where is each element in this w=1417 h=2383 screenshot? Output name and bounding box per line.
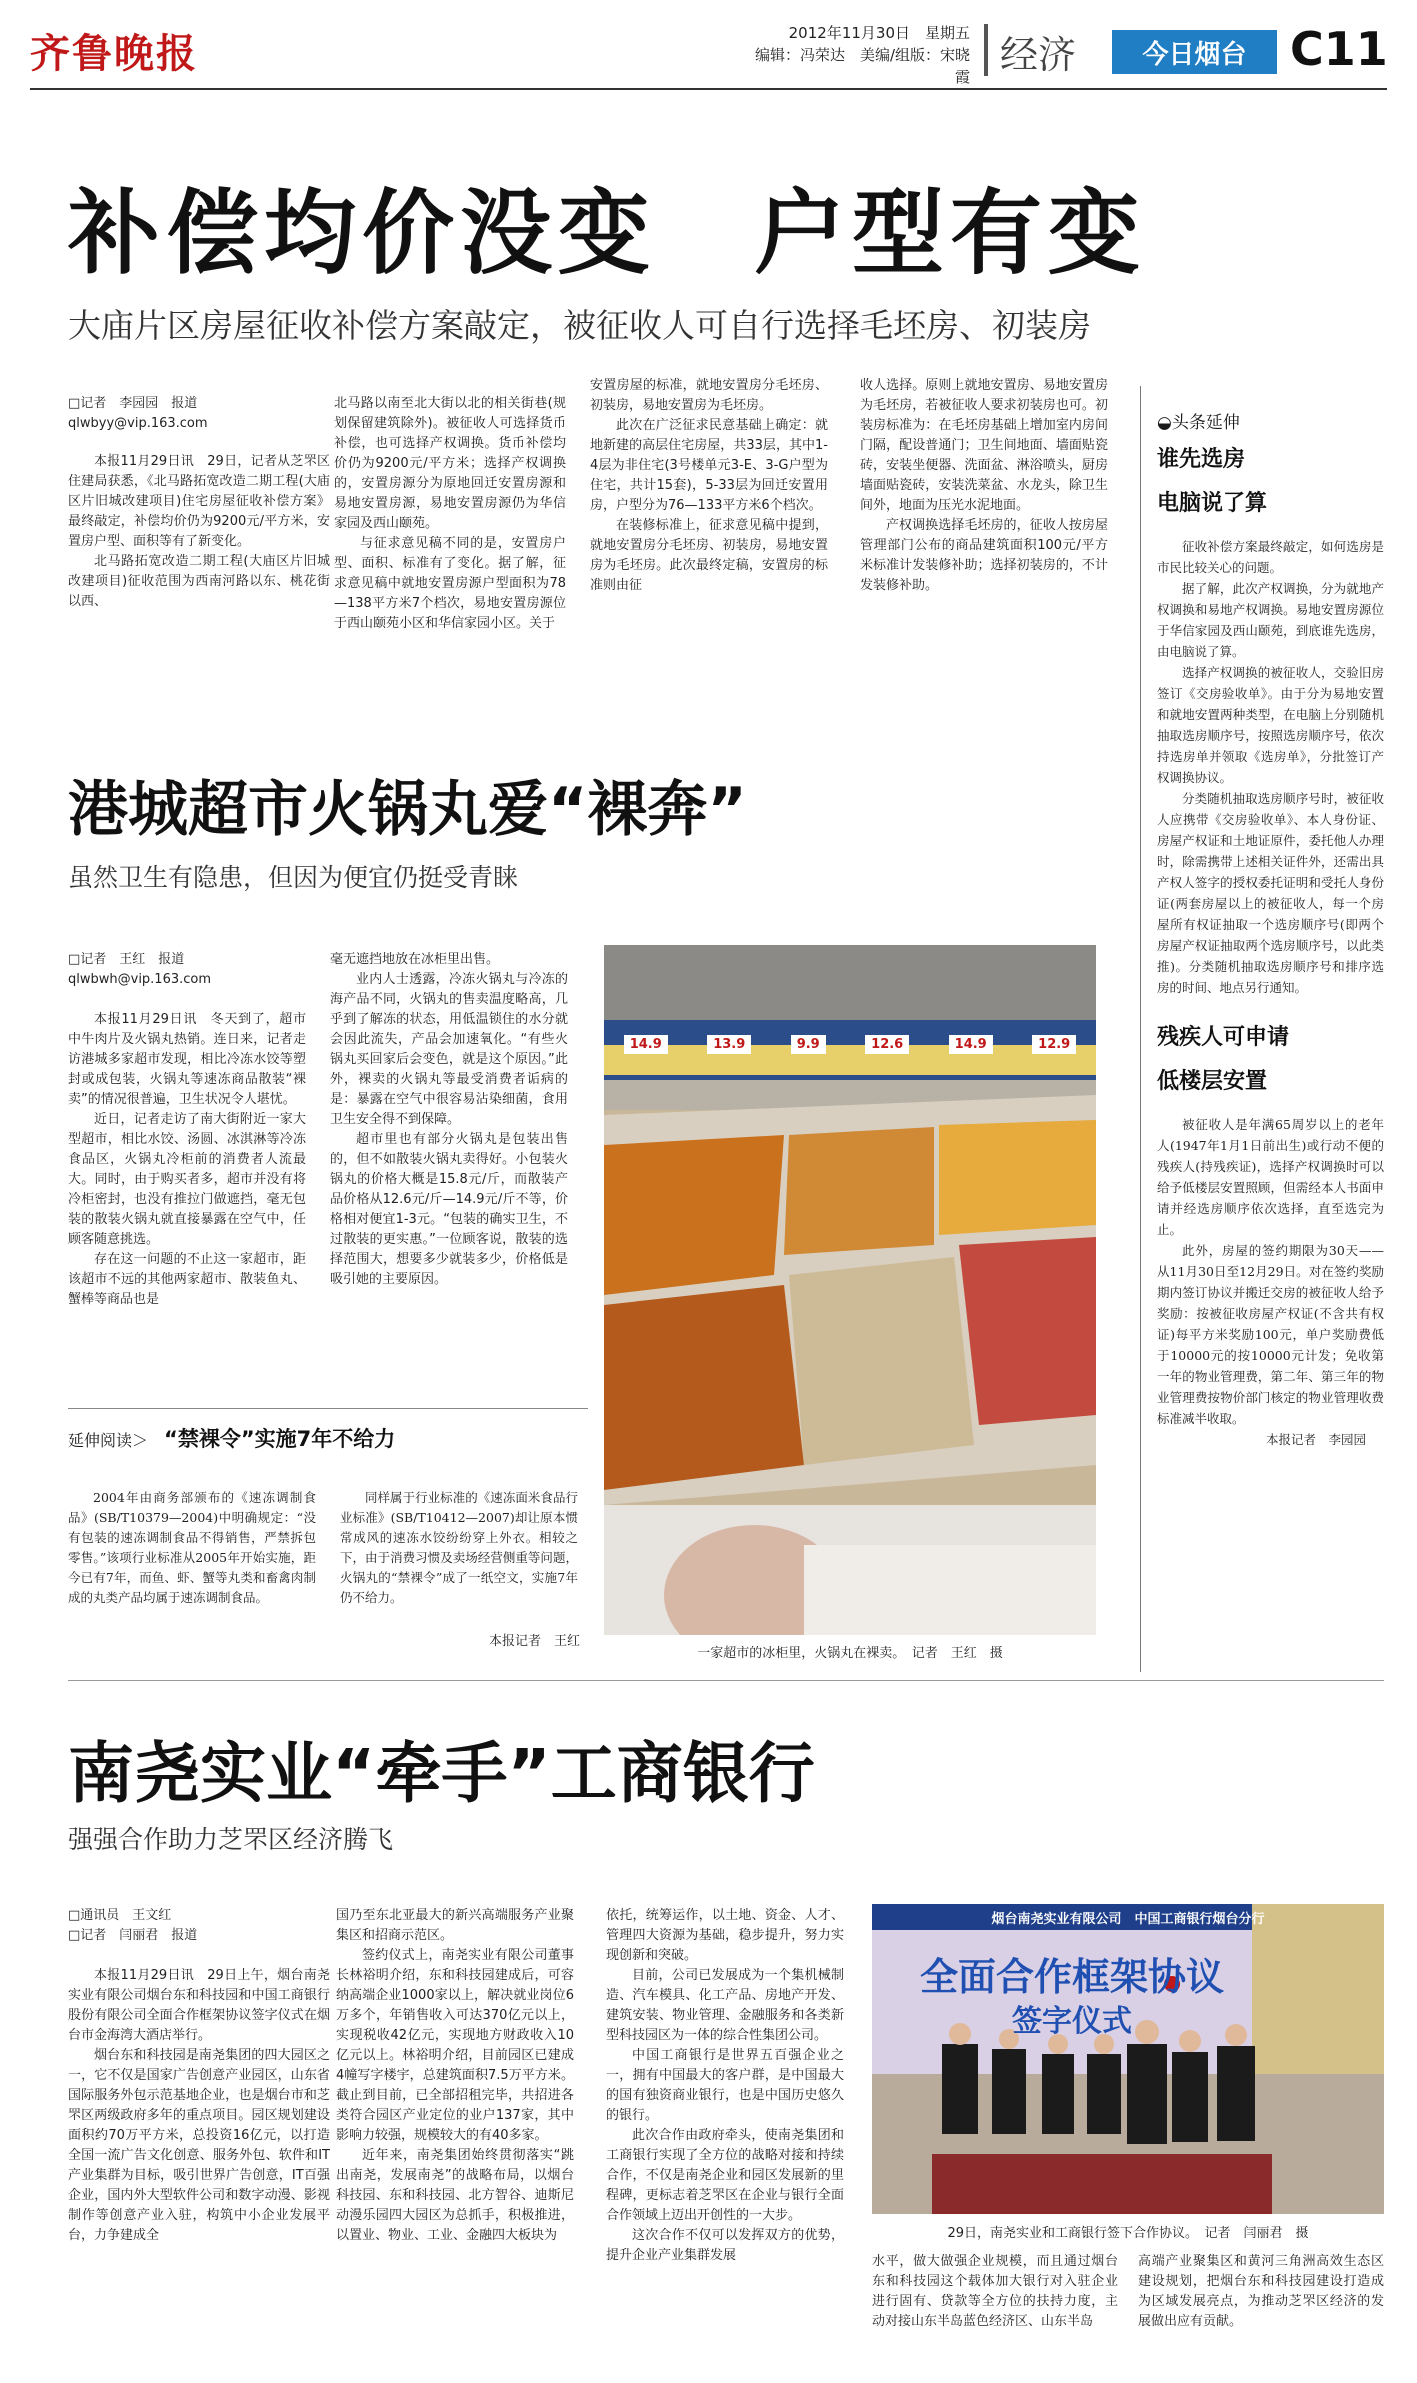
story2-email: qlwbwh@vip.163.com [68,972,212,987]
story3-subhead: 强强合作助力芝罘区经济腾飞 [68,1825,394,1854]
paragraph: 被征收人是年满65周岁以上的老年人(1947年1月1日前出生)或行动不便的残疾人(持残疾证)，选择产权调换时可以给予低楼层安置照顾，但需经本人书面申请并经选房顺序依次选择，直至选完为止。 [1157,1117,1384,1237]
issue-meta [740,22,970,88]
extension-title: “禁裸令”实施7年不给力 [164,1427,396,1451]
paragraph: 同样属于行业标准的《速冻面米食品行业标准》(SB/T10412—2007)却让原本惯常成风的速冻水饺纷纷穿上外衣。相较之下，由于消费习惯及卖场经营侧重等问题，火锅丸的“禁裸令”成了一纸空文，实施7年仍不给力。 [340,1490,578,1605]
paragraph: 这次合作不仅可以发挥双方的优势，提升企业产业集群发展 [606,2228,844,2263]
story3-reporter: □记者 闫丽君 报道 [68,1928,198,1943]
supermarket-photo-caption: 一家超市的冰柜里，火锅丸在裸卖。 记者 王红 摄 [697,1646,1003,1661]
extension-header [68,1423,588,1453]
paragraph: 产权调换选择毛坯房的，征收人按房屋管理部门公布的商品建筑面积100元/平方米标准计发装修补助；选择初装房的，不计发装修补助。 [860,518,1108,593]
paragraph: 中国工商银行是世界五百强企业之一，拥有中国最大的客户群，是中国最大的国有独资商业银行，也是中国历史悠久的银行。 [606,2048,844,2123]
price-tag: 14.9 [624,1035,668,1054]
banner-agreement: 全面合作框架协议 [919,1955,1224,1999]
story1-column-2 [334,394,566,694]
paragraph: 存在这一问题的不止这一家超市，距该超市不远的其他两家超市、散装鱼丸、蟹棒等商品也是 [68,1252,306,1307]
header-divider [984,24,988,76]
story2-subhead: 虽然卫生有隐患，但因为便宜仍挺受青睐 [68,863,519,892]
price-tag: 9.9 [791,1035,826,1054]
sidebar-extension [1140,386,1384,1672]
story3-correspondent: □通讯员 王文红 [68,1908,172,1923]
paragraph: 安置房屋的标准，就地安置房分毛坯房、初装房，易地安置房为毛坯房。 [590,378,828,413]
price-tag: 13.9 [707,1035,751,1054]
story3-column-1 [68,1966,330,2372]
paragraph: 选择产权调换的被征收人，交验旧房签订《交房验收单》。由于分为易地安置和就地安置两种类型，在电脑上分别随机抽取选房顺序号，按照选房顺序号，依次持选房单并领取《选房单》，分批签订产权调换协议。 [1157,665,1384,785]
price-tag: 14.9 [949,1035,993,1054]
paragraph: 毫无遮挡地放在冰柜里出售。 [330,952,500,967]
story1-subhead: 大庙片区房屋征收补偿方案敲定，被征收人可自行选择毛坯房、初装房 [68,306,1091,345]
newspaper-logo: 齐鲁晚报 [30,30,198,77]
sidebar-signature: 本报记者 李园园 [1265,1432,1366,1447]
sidebar-title-1a: 谁先选房 [1157,447,1246,472]
page-number: C11 [1290,22,1388,76]
story3-column-3 [606,1906,844,2372]
paragraph: 2004年由商务部颁布的《速冻调制食品》(SB/T10379—2004)中明确规定：“没有包装的速冻调制食品不得销售，严禁拆包零售。”该项行业标准从2005年开始实施，距今已有7年，而鱼、虾、蟹等丸类和畜禽肉制成的丸类产品均属于速冻调制食品。 [68,1490,316,1605]
story2-byline [68,950,268,990]
story2-headline: 港城超市火锅丸爱“裸奔” [68,775,747,845]
paragraph: 依托，统筹运作，以土地、资金、人才、管理四大资源为基础，稳步提升，努力实现创新和突破。 [606,1908,844,1963]
paragraph: 北马路拓宽改造二期工程(大庙区片旧城改建项目)征收范围为西南河路以东、桃花街以西、 [68,554,330,609]
story3-headline: 南尧实业“牵手”工商银行 [68,1735,815,1812]
story3-byline [68,1906,288,1946]
paragraph: 收人选择。原则上就地安置房、易地安置房为毛坯房，若被征收人要求初装房也可。初装房标准为：在毛坯房基础上增加室内房间门隔，配设普通门；卫生间地面、墙面贴瓷砖，安装坐便器、洗面盆、淋浴喷头，厨房墙面贴瓷砖，安装洗菜盆、水龙头，除卫生间外，地面为压光水泥地面。 [860,378,1108,513]
story1-column-4 [860,376,1108,694]
paragraph: 北马路以南至北大街以北的相关街巷(规划保留建筑除外)。被征收人可选择货币补偿，也可选择产权调换。货币补偿均价仍为9200元/平方米；选择产权调换的，安置房源分为原地回迁安置房源和易地安置房源，易地安置房源仍为华信家园及西山颐苑。 [334,396,566,531]
editors-credit: 编辑：冯荣达 美编/组版：宋晓霞 [754,46,970,86]
paragraph: 与征求意见稿不同的是，安置房户型、面积、标准有了变化。据了解，征求意见稿中就地安置房源户型面积为78—138平方米7个档次，易地安置房源位于西山颐苑小区和华信家园小区。关于 [334,536,566,631]
paragraph: 水平，做大做强企业规模，而且通过烟台东和科技园这个载体加大银行对入驻企业进行固有、贷款等全方位的扶持力度，主动对接山东半岛蓝色经济区、山东半岛 [872,2254,1118,2329]
sidebar-title-2a: 残疾人可申请 [1157,1025,1290,1050]
banner-ceremony: 签字仪式 [1012,2004,1132,2039]
paragraph: 目前，公司已发展成为一个集机械制造、汽车模具、化工产品、房地产开发、建筑安装、物业管理、金融服务和各类新型科技园区为一体的综合性集团公司。 [606,1968,844,2043]
story2-column-2 [330,950,568,1396]
story2-column-1 [68,1010,306,1396]
paragraph: 高端产业聚集区和黄河三角洲高效生态区建设规划，把烟台东和科技园建设打造成为区域发展亮点，为推动芝罘区经济的发展做出应有贡献。 [1138,2254,1384,2329]
story1-column-3 [590,376,828,694]
paragraph: 此外，房屋的签约期限为30天——从11月30日至12月29日。对在签约奖励期内签订协议并搬迁交房的被征收人给予奖励：按被征收房屋产权证(不含共有权证)每平方米奖励100元，单户奖励费低于10000元的按10000元计发；免收第一年的物业管理费，第二年、第三年的物业管理费按物价部门核定的物业管理收费标准减半收取。 [1157,1243,1384,1426]
story1-headline: 补偿均价没变 户型有变 [68,180,1147,287]
price-tag: 12.9 [1032,1035,1076,1054]
issue-date: 2012年11月30日 星期五 [788,24,970,42]
section-tag: 今日烟台 [1112,30,1277,74]
story1-reporter: □记者 李园园 报道 [68,396,198,411]
sidebar-text-1 [1157,536,1384,998]
story2-reporter: □记者 王红 报道 [68,952,185,967]
sidebar-label: 头条延伸 [1171,413,1240,433]
paragraph: 国乃至东北亚最大的新兴高端服务产业聚集区和招商示范区。 [336,1908,574,1943]
header-rule [30,88,1387,90]
story1-column-1 [68,452,330,692]
paragraph: 签约仪式上，南尧实业有限公司董事长林裕明介绍，东和科技园建成后，可容纳高端企业1000家以上，解决就业岗位6万多个，年销售收入可达370亿元以上，实现税收42亿元，实现地方财政收入10亿元以上。林裕明介绍，目前园区已建成4幢写字楼宇，总建筑面积7.5万平方米。截止到目前，已全部招租完毕，共招进各类符合园区产业定位的业户137家，其中影响力较强，规模较大的有40多家。 [336,1948,574,2143]
story3-column-2 [336,1906,574,2372]
paragraph: 在装修标准上，征求意见稿中提到，就地安置房分毛坯房、初装房，易地安置房为毛坯房。此次最终定稿，安置房的标准则由征 [590,518,828,593]
supermarket-photo [604,945,1096,1635]
paragraph: 超市里也有部分火锅丸是包装出售的，但不如散装火锅丸卖得好。小包装火锅丸的价格大概是15.8元/斤，而散装产品价格从12.6元/斤—14.9元/斤不等，价格相对便宜1-3元。“包装的确实卫生，不过散装的更实惠。”一位顾客说，散装的选择范围大，想要多少就装多少，价格低是吸引她的主要原因。 [330,1132,568,1287]
story3-column-4 [872,2252,1118,2372]
paragraph: 征收补偿方案最终敲定，如何选房是市民比较关心的问题。 [1157,539,1384,575]
extension-label: 延伸阅读＞ [68,1431,149,1450]
story1-email: qlwbyy@vip.163.com [68,416,208,431]
paragraph: 业内人士透露，冷冻火锅丸与冷冻的海产品不同，火锅丸的售卖温度略高，几乎到了解冻的状态，用低温锁住的水分就会因此流失，产品会加速氧化。“有些火锅丸买回家后会变色，就是这个原因。”此外，裸卖的火锅丸等最受消费者诟病的是：暴露在空气中很容易沾染细菌，食用卫生安全得不到保障。 [330,972,568,1127]
signing-ceremony-photo [872,1904,1384,2214]
paragraph: 本报11月29日讯 冬天到了，超市中牛肉片及火锅丸热销。连日来，记者走访港城多家超市发现，相比冷冻水饺等塑封或成包装，火锅丸等速冻商品散装“裸卖”的情况很普遍，卫生状况令人堪忧。 [68,1012,306,1107]
paragraph: 分类随机抽取选房顺序号时，被征收人应携带《交房验收单》、本人身份证、房屋产权证和土地证原件，委托他人办理时，除需携带上述相关证件外，还需出具产权人签字的授权委托证明和受托人身份证(两套房屋以上的被征收人，每一个房屋所有权证抽取一个选房顺序号(即两个房屋产权证抽取两个选房顺序号，以此类推)。分类随机抽取选房顺序号和排序选房的时间、地点另行通知。 [1157,791,1384,995]
extension-column-1 [68,1488,316,1658]
price-tag: 12.6 [865,1035,909,1054]
tag-icon: ◒ [1157,413,1172,433]
section-name: 经济 [1000,33,1077,77]
extension-signature: 本报记者 王红 [488,1634,580,1649]
sidebar-label-row [1157,408,1384,438]
banner-organizations: 烟台南尧实业有限公司 中国工商银行烟台分行 [991,1912,1265,1927]
sidebar-title-2b: 低楼层安置 [1157,1069,1268,1094]
paragraph: 近年来，南尧集团始终贯彻落实“跳出南尧，发展南尧”的战略布局，以烟台科技园、东和科技园、北方智谷、迪斯尼动漫乐园四大园区为总抓手，积极推进，以置业、物业、工业、金融四大板块为 [336,2148,574,2243]
paragraph: 近日，记者走访了南大街附近一家大型超市，相比水饺、汤圆、冰淇淋等冷冻食品区，火锅丸冷柜前的消费者人流最大。同时，由于购买者多，超市并没有将冷柜密封，也没有推拉门做遮挡，毫无包装的散装火锅丸就直接暴露在空气中，任顾客随意挑选。 [68,1112,306,1247]
ceremony-photo-caption: 29日，南尧实业和工商银行签下合作协议。 记者 闫丽君 摄 [947,2226,1309,2241]
paragraph: 本报11月29日讯 29日上午，烟台南尧实业有限公司烟台东和科技园和中国工商银行股份有限公司全面合作框架协议签字仪式在烟台市金海湾大酒店举行。 [68,1968,330,2043]
price-tag-row [604,1035,1096,1054]
paragraph: 烟台东和科技园是南尧集团的四大园区之一，它不仅是国家广告创意产业园区，山东省国际服务外包示范基地企业，也是烟台市和芝罘区两级政府多年的重点项目。园区规划建设面积约70万平方米，总投资16亿元，以打造全国一流广告文化创意、服务外包、软件和IT产业集群为目标，吸引世界广告创意，IT百强企业，国内外大型软件公司和数字动漫、影视制作等创意产业入驻，构筑中小企业发展平台，力争建成全 [68,2048,330,2243]
section-separator [68,1680,1384,1681]
story1-byline [68,394,268,434]
sidebar-text-2 [1157,1114,1384,1429]
story3-column-5 [1138,2252,1384,2372]
paragraph: 此次在广泛征求民意基础上确定：就地新建的高层住宅房屋，共33层，其中1-4层为非住宅(3号楼单元3-E、3-G户型为住宅，共计15套)，5-33层为回迁安置用房，户型分为76—133平方米6个档次。 [590,418,828,513]
paragraph: 此次合作由政府牵头，使南尧集团和工商银行实现了全方位的战略对接和持续合作，不仅是南尧企业和园区发展新的里程碑，更标志着芝罘区在企业与银行全面合作领域上迈出开创性的一大步。 [606,2128,844,2223]
sidebar-title-1b: 电脑说了算 [1157,491,1268,516]
paragraph: 本报11月29日讯 29日，记者从芝罘区住建局获悉，《北马路拓宽改造二期工程(大庙区片旧城改建项目)住宅房屋征收补偿方案》最终敲定，补偿均价仍为9200元/平方米，安置房户型、面积等有了新变化。 [68,454,330,549]
extension-column-2 [340,1488,578,1628]
paragraph: 据了解，此次产权调换，分为就地产权调换和易地产权调换。易地安置房源位于华信家园及西山颐苑，到底谁先选房，由电脑说了算。 [1157,581,1384,659]
